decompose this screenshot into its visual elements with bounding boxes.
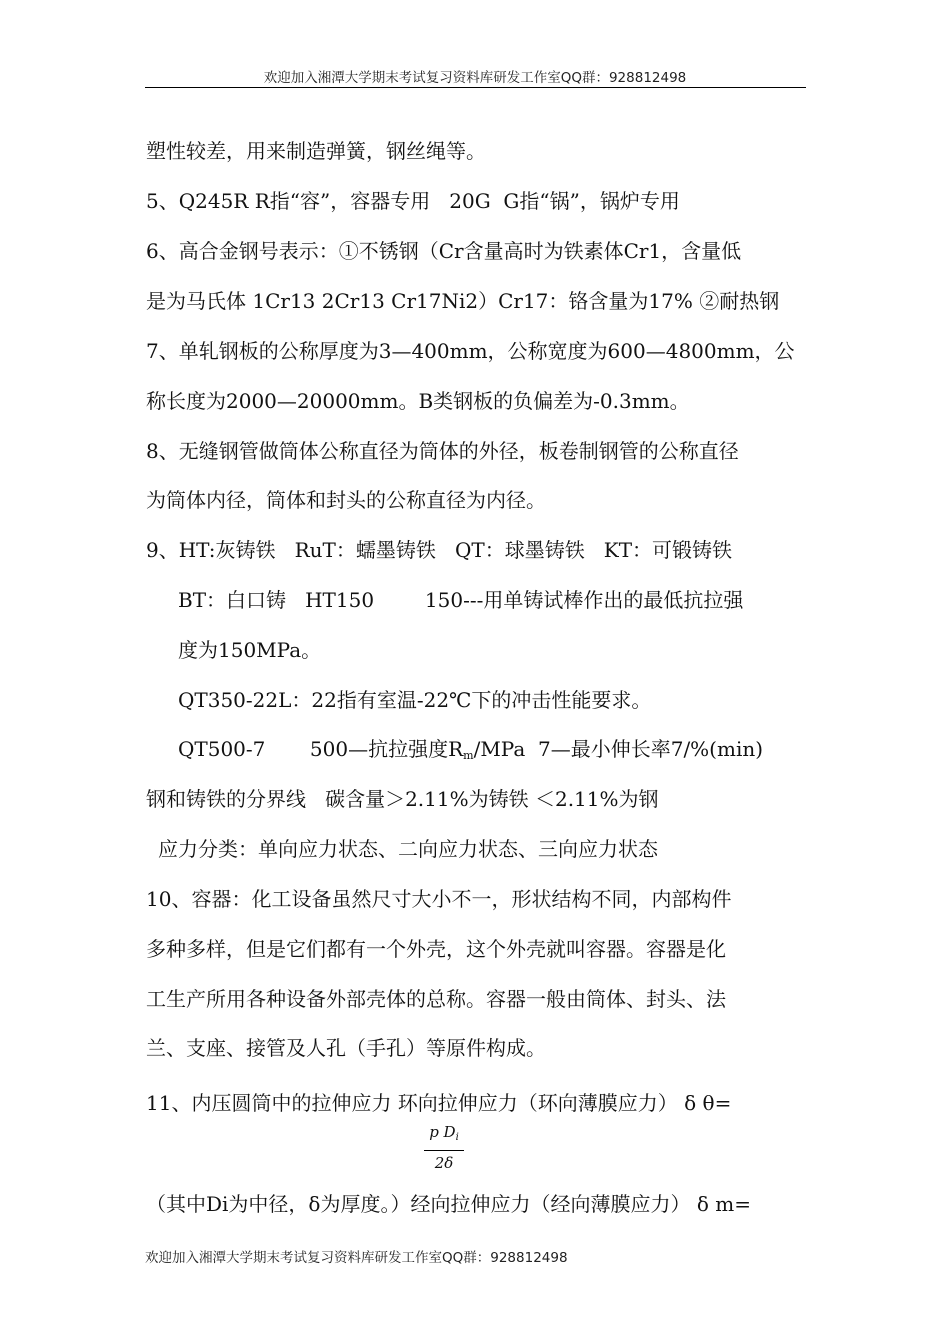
text-line: 8、无缝钢管做筒体公称直径为筒体的外径，板卷制钢管的公称直径 [146,439,739,463]
qt500-subscript: m [463,749,474,762]
header-divider [145,87,806,88]
text-line: 11、内压圆筒中的拉伸应力 环向拉伸应力（环向薄膜应力） δ θ= [146,1091,732,1115]
text-line: 度为150MPa。 [178,638,322,662]
text-line: 塑性较差，用来制造弹簧，钢丝绳等。 [146,139,486,163]
text-line: 9、HT:灰铸铁 RuT：蠕墨铸铁 QT：球墨铸铁 KT：可锻铸铁 [146,538,733,562]
page-footer: 欢迎加入湘潭大学期末考试复习资料库研发工作室QQ群：928812498 [145,1250,568,1266]
text-line: 10、容器：化工设备虽然尺寸大小不一，形状结构不同，内部构件 [146,887,732,911]
text-line: 7、单轧钢板的公称厚度为3—400mm，公称宽度为600—4800mm，公 [146,339,795,363]
text-line: 应力分类：单向应力状态、二向应力状态、三向应力状态 [158,837,658,861]
text-line: 兰、支座、接管及人孔（手孔）等原件构成。 [146,1036,546,1060]
text-line: 钢和铸铁的分界线 碳含量＞2.11%为铸铁 ＜2.11%为钢 [146,787,659,811]
page-header: 欢迎加入湘潭大学期末考试复习资料库研发工作室QQ群：928812498 [263,70,687,86]
text-line: 5、Q245R R指“容”，容器专用 20G G指“锅”，锅炉专用 [146,189,680,213]
text-line: QT350-22L：22指有室温-22℃下的冲击性能要求。 [178,688,652,712]
text-line: 是为马氏体 1Cr13 2Cr13 Cr17Ni2）Cr17：铬含量为17% ②耐热钢 [146,289,780,313]
formula-denominator: 2δ [434,1154,454,1172]
text-line: 称长度为2000—20000mm。B类钢板的负偏差为-0.3mm。 [146,389,690,413]
text-line: 工生产所用各种设备外部壳体的总称。容器一般由筒体、封头、法 [146,987,726,1011]
text-line-qt500 [178,737,763,768]
fraction-bar [424,1150,464,1151]
qt500-before: QT500-7 500—抗拉强度R [178,737,464,761]
formula-numerator: p $D_i$ [429,1123,459,1143]
text-line: 6、高合金钢号表示：①不锈钢（Cr含量高时为铁素体Cr1，含量低 [146,239,742,263]
text-line: BT：白口铸 HT150 150---用单铸试棒作出的最低抗拉强 [178,588,744,612]
text-line: （其中Di为中径，δ为厚度。）经向拉伸应力（经向薄膜应力） δ m= [146,1192,751,1216]
text-line: 为筒体内径，筒体和封头的公称直径为内径。 [146,488,546,512]
text-line: 多种多样，但是它们都有一个外壳，这个外壳就叫容器。容器是化 [146,937,726,961]
hoop-stress-formula [424,1122,464,1173]
qt500-after: /MPa 7—最小伸长率7/%(min) [473,737,764,761]
